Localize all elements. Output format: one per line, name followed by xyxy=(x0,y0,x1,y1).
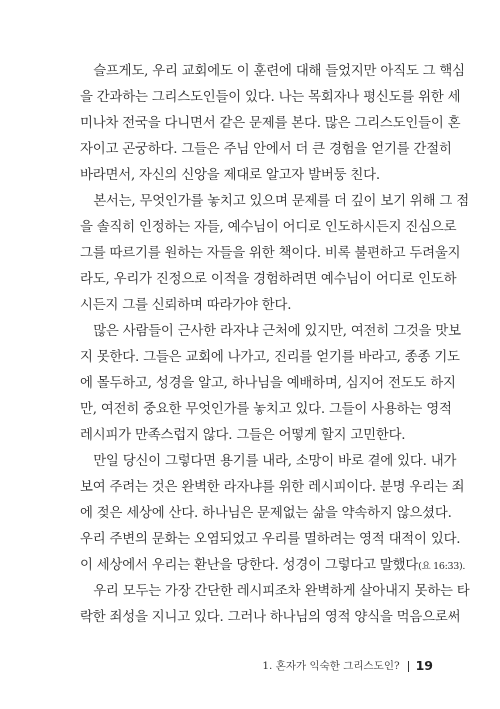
text-line: 자이고 곤궁하다. 그들은 주님 안에서 더 큰 경험을 얻기를 간절히 xyxy=(80,142,452,157)
text-line: 많은 사람들이 근사한 라자냐 근처에 있지만, 여전히 그것을 맛보 xyxy=(80,324,461,339)
text-line: 바라면서, 자신의 신앙을 제대로 알고자 발버둥 친다. xyxy=(80,168,380,183)
text-line: 락한 죄성을 지니고 있다. 그러나 하나님의 영적 양식을 먹음으로써 xyxy=(80,610,461,625)
text-line: 지 못한다. 그들은 교회에 나가고, 진리를 얻기를 바라고, 종종 기도 xyxy=(80,350,460,365)
body-text xyxy=(80,59,470,631)
text-line: 슬프게도, 우리 교회에도 이 훈련에 대해 들었지만 아직도 그 핵심 xyxy=(80,64,465,79)
scripture-reference: (요 16:33). xyxy=(418,561,466,572)
text-line: 시든지 그를 신뢰하며 따라가야 한다. xyxy=(80,298,292,313)
text-line: 미나차 전국을 다니면서 같은 문제를 본다. 많은 그리스도인들이 혼 xyxy=(80,116,461,131)
footer-divider xyxy=(408,661,409,672)
page-footer xyxy=(262,656,433,676)
running-chapter-title: 1. 혼자가 익숙한 그리스도인? xyxy=(262,660,400,672)
text-line: 을 간과하는 그리스도인들이 있다. 나는 목회자나 평신도를 위한 세 xyxy=(80,90,461,105)
page-number: 19 xyxy=(415,658,433,673)
text-line: 우리 주변의 문화는 오염되었고 우리를 멸하려는 영적 대적이 있다. xyxy=(80,532,461,547)
text-line: 에 몰두하고, 성경을 알고, 하나님을 예배하며, 심지어 전도도 하지 xyxy=(80,376,456,391)
text-line: 그를 따르기를 원하는 자들을 위한 책이다. 비록 불편하고 두려울지 xyxy=(80,246,461,261)
text-line-with-reference xyxy=(80,553,466,579)
text-line: 본서는, 무엇인가를 놓치고 있으며 문제를 더 깊이 보기 위해 그 점 xyxy=(80,194,469,209)
text-line: 우리 모두는 가장 간단한 레시피조차 완벽하게 살아내지 못하는 타 xyxy=(80,584,470,599)
text-line: 레시피가 만족스럽지 않다. 그들은 어떻게 할지 고민한다. xyxy=(80,428,406,443)
text-line: 만일 당신이 그렇다면 용기를 내라, 소망이 바로 곁에 있다. 내가 xyxy=(80,454,457,469)
text-line: 보여 주려는 것은 완벽한 라자냐를 위한 레시피이다. 분명 우리는 죄 xyxy=(80,480,465,495)
text-line: 을 솔직히 인정하는 자들, 예수님이 어디로 인도하시든지 진심으로 xyxy=(80,220,457,235)
text-line: 만, 여전히 중요한 무엇인가를 놓치고 있다. 그들이 사용하는 영적 xyxy=(80,402,452,417)
text-line: 에 젖은 세상에 산다. 하나님은 문제없는 삶을 약속하지 않으셨다. xyxy=(80,506,452,521)
text-line: 라도, 우리가 진정으로 이적을 경험하려면 예수님이 어디로 인도하 xyxy=(80,272,457,287)
text-line-body: 이 세상에서 우리는 환난을 당한다. 성경이 그렇다고 말했다 xyxy=(80,558,419,573)
